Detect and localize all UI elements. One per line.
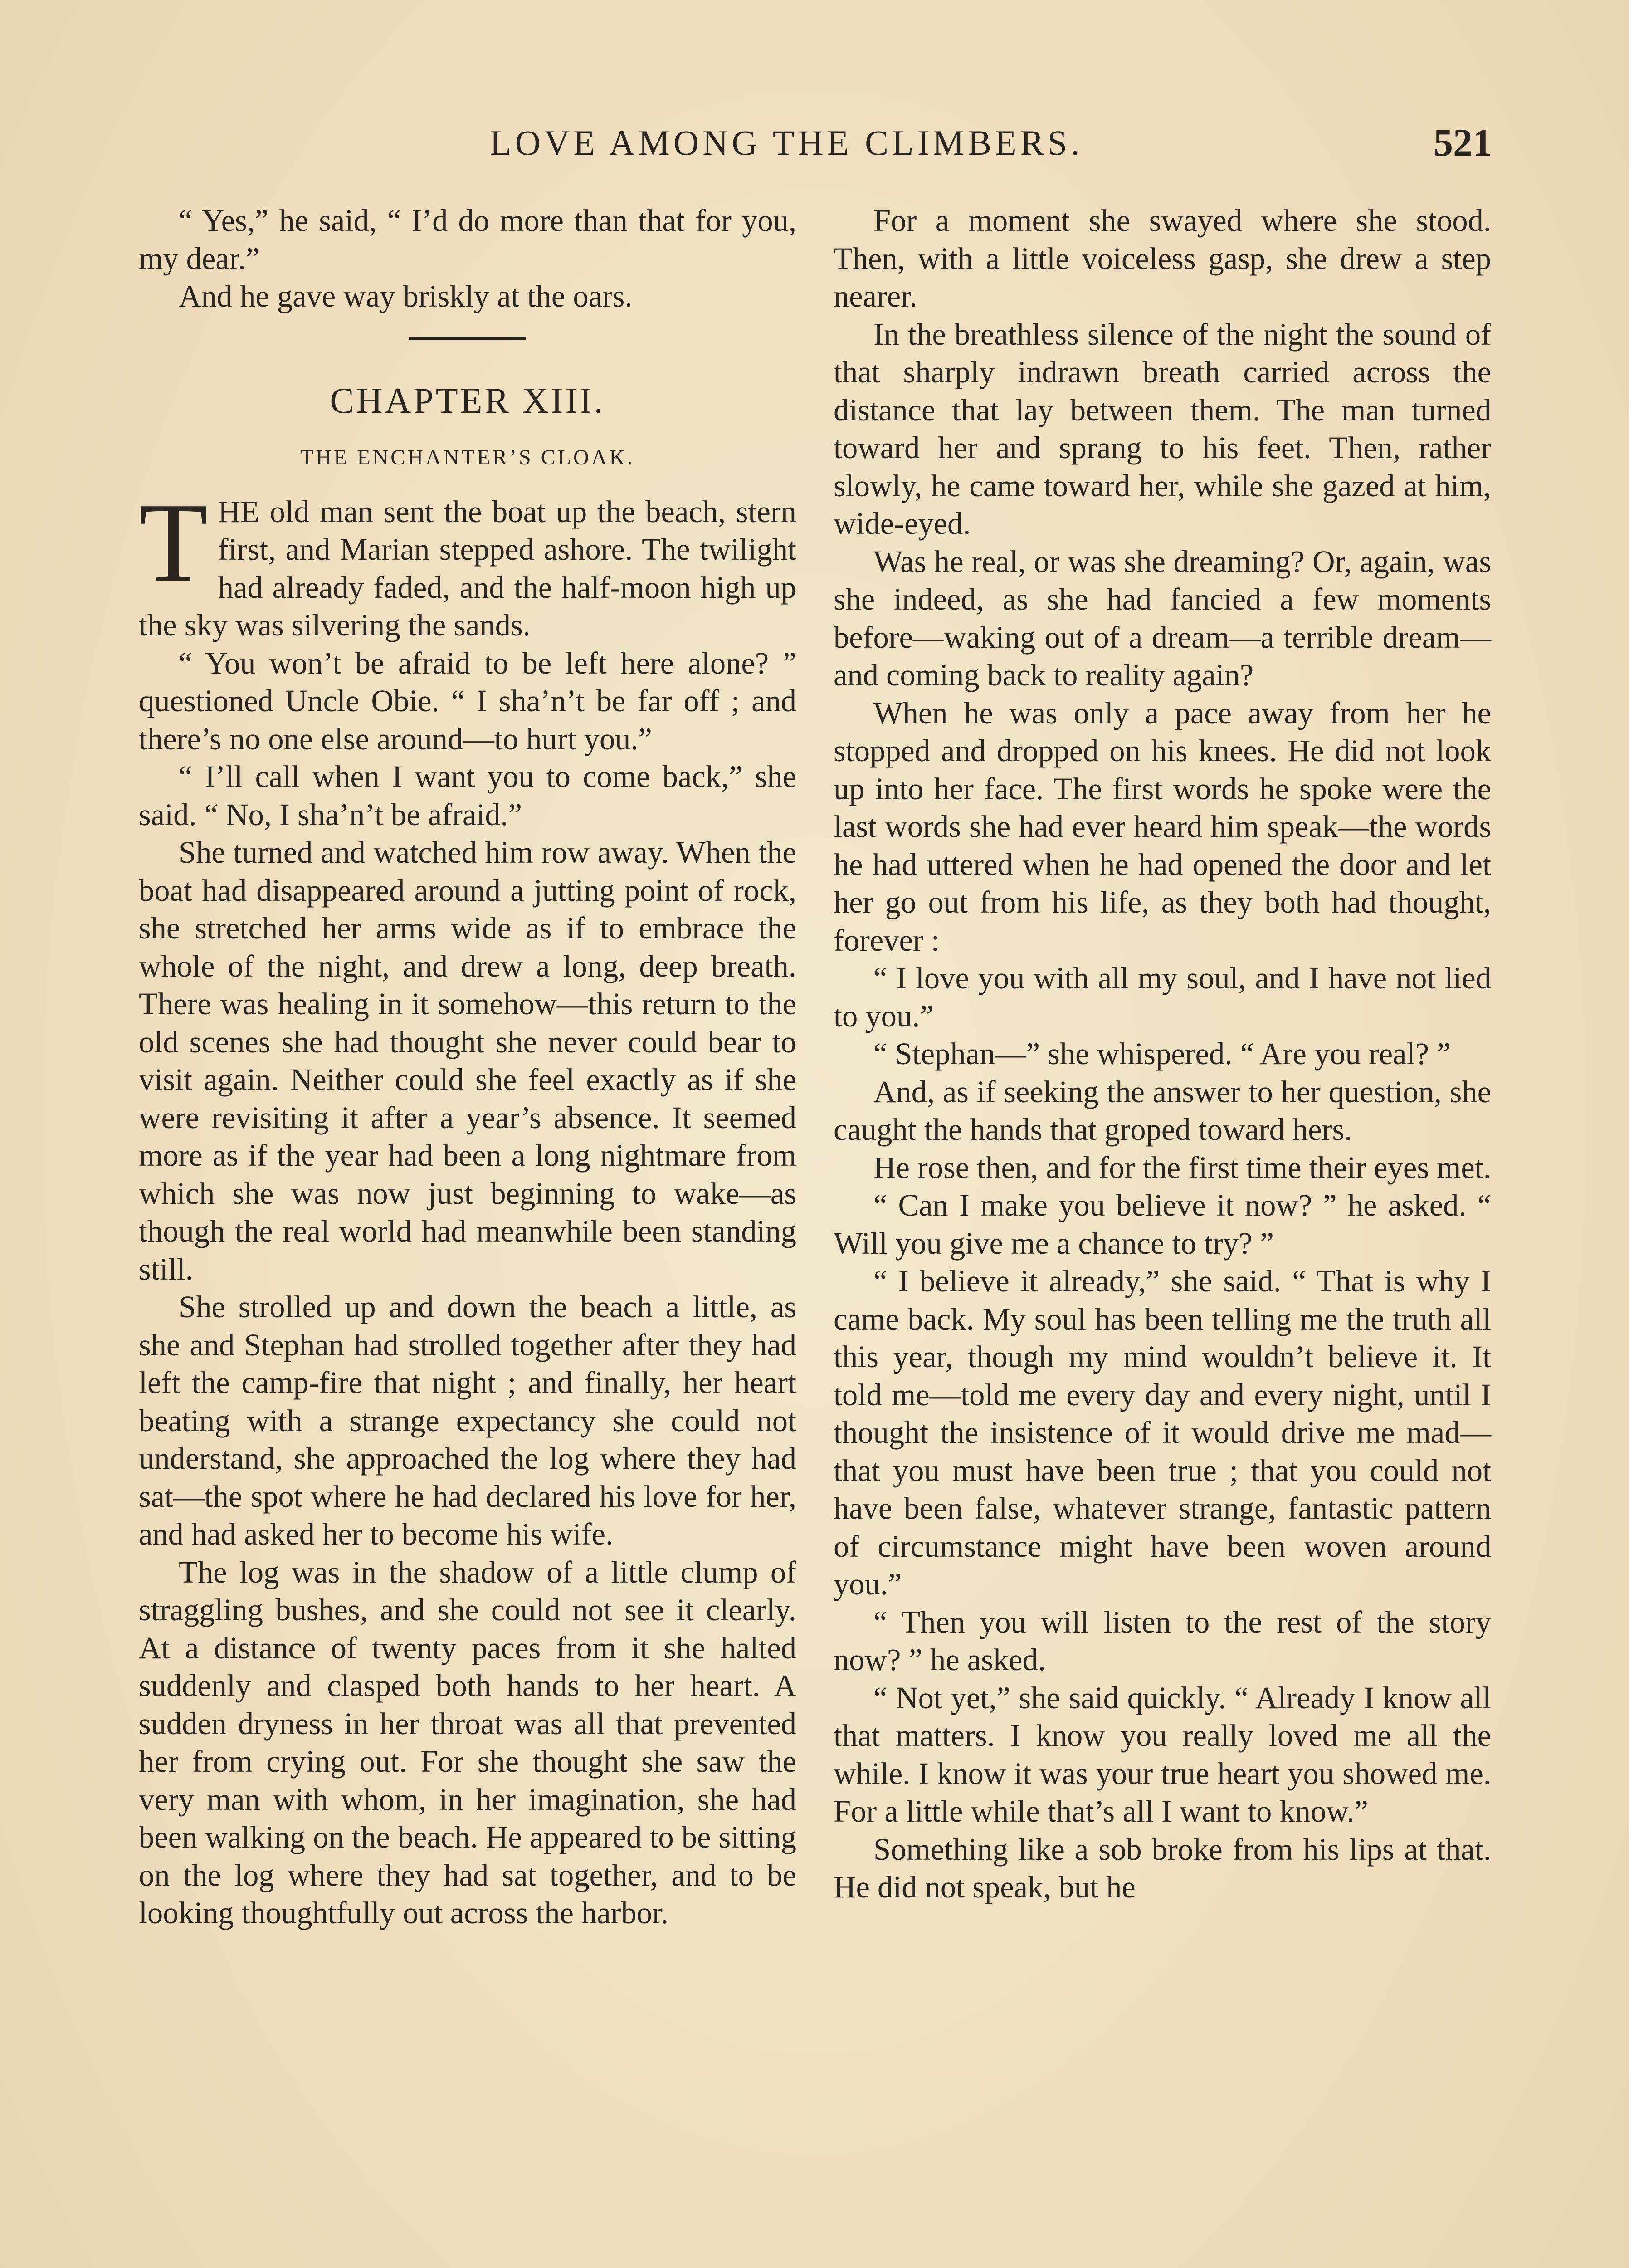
paragraph: Something like a sob broke from his lips at that. He did not speak, but he — [834, 1832, 1491, 1904]
paragraph: She strolled up and down the beach a little, as she and Stephan had strolled together after they had left the camp-fire that night ; and finally, her heart beating with a strange expectancy she could not understand, she approached the log where they had sat—the spot where he had declared his love for her, and had asked her to become his wife. — [139, 1290, 796, 1551]
paragraph: “ Can I make you believe it now? ” he asked. “ Will you give me a chance to try? ” — [834, 1188, 1491, 1261]
paragraph: “ You won’t be afraid to be left here alone? ” questioned Uncle Obie. “ I sha’n’t be far off ; and there’s no one else around—to hurt you.” — [139, 645, 796, 756]
paragraph: For a moment she swayed where she stood. Then, with a little voiceless gasp, she drew a step nearer. — [834, 203, 1491, 313]
chapter-subtitle: THE ENCHANTER’S CLOAK. — [300, 445, 635, 469]
chapter-heading: CHAPTER XIII. — [330, 381, 605, 421]
paragraph: And, as if seeking the answer to her question, she caught the hands that groped toward hers. — [834, 1074, 1491, 1147]
paragraph: Was he real, or was she dreaming? Or, again, was she indeed, as she had fancied a few moments before—waking out of a dream—a terrible dream—and coming back to reality again? — [834, 544, 1491, 692]
left-column — [139, 202, 796, 1932]
paragraph: “ Stephan—” she whispered. “ Are you real? ” — [873, 1036, 1451, 1071]
page-header — [136, 113, 1492, 181]
page-number: 521 — [1434, 121, 1492, 164]
paragraph: She turned and watched him row away. When the boat had disappeared around a jutting point of rock, she stretched her arms wide as if to embrace the whole of the night, and drew a long, deep breath. There was healing in it somehow—this return to the old scenes she had thought she never could bear to visit again. Neither could she feel exactly as if she were revisiting it after a year’s absence. It seemed more as if the year had been a long nightmare from which she was now just beginning to wake—as though the real world had meanwhile been standing still. — [139, 835, 796, 1286]
paragraph: “ Then you will listen to the rest of the story now? ” he asked. — [834, 1604, 1491, 1677]
drop-cap: T — [139, 479, 208, 606]
paragraph-text: HE old man sent the boat up the beach, stern first, and Marian stepped ashore. The twilight had already faded, and the half-moon high up the sky was silvering the sands. — [139, 494, 796, 642]
running-title: LOVE AMONG THE CLIMBERS. — [490, 123, 1083, 162]
paragraph: The log was in the shadow of a little clump of straggling bushes, and she could not see it clearly. At a distance of twenty paces from it she halted suddenly and clasped both hands to her heart. A sudden dryness in her throat was all that prevented her from crying out. For she thought she saw the very man with whom, in her imagination, she had been walking on the beach. He appeared to be sitting on the log where they had sat together, and to be looking thoughtfully out across the harbor. — [139, 1554, 796, 1930]
paragraph: “ Not yet,” she said quickly. “ Already I know all that matters. I know you really loved me all the while. I know it was your true heart you showed me. For a little while that’s all I want to know.” — [834, 1680, 1491, 1828]
paragraph: When he was only a pace away from her he stopped and dropped on his knees. He did not look up into her face. The first words he spoke were the last words she had ever heard him speak—the words he had uttered when he had opened the door and let her go out from his life, as they both had thought, forever : — [834, 695, 1491, 958]
paragraph: “ I’ll call when I want you to come back,” she said. “ No, I sha’n’t be afraid.” — [139, 759, 796, 832]
paragraph: “ I believe it already,” she said. “ That is why I came back. My soul has been telling me the truth all this year, though my mind wouldn’t believe it. It told me—told me every day and every night, until I thought the insistence of it would drive me mad—that you must have been true ; that you could not have been false, whatever strange, fantastic pattern of circumstance might have been woven around you.” — [834, 1264, 1491, 1601]
right-column — [834, 202, 1491, 1906]
paragraph: “ I love you with all my soul, and I have not lied to you.” — [834, 961, 1491, 1033]
section-divider — [409, 337, 526, 340]
paragraph: And he gave way briskly at the oars. — [179, 279, 633, 313]
chapter-first-paragraph — [139, 479, 796, 645]
paragraph: In the breathless silence of the night the sound of that sharply indrawn breath carried across the distance that lay between them. The man turned toward her and sprang to his feet. Then, rather slowly, he came toward her, while she gazed at him, wide-eyed. — [834, 317, 1491, 541]
paragraph: “ Yes,” he said, “ I’d do more than that for you, my dear.” — [139, 203, 796, 276]
paragraph: He rose then, and for the first time their eyes met. — [873, 1150, 1491, 1185]
